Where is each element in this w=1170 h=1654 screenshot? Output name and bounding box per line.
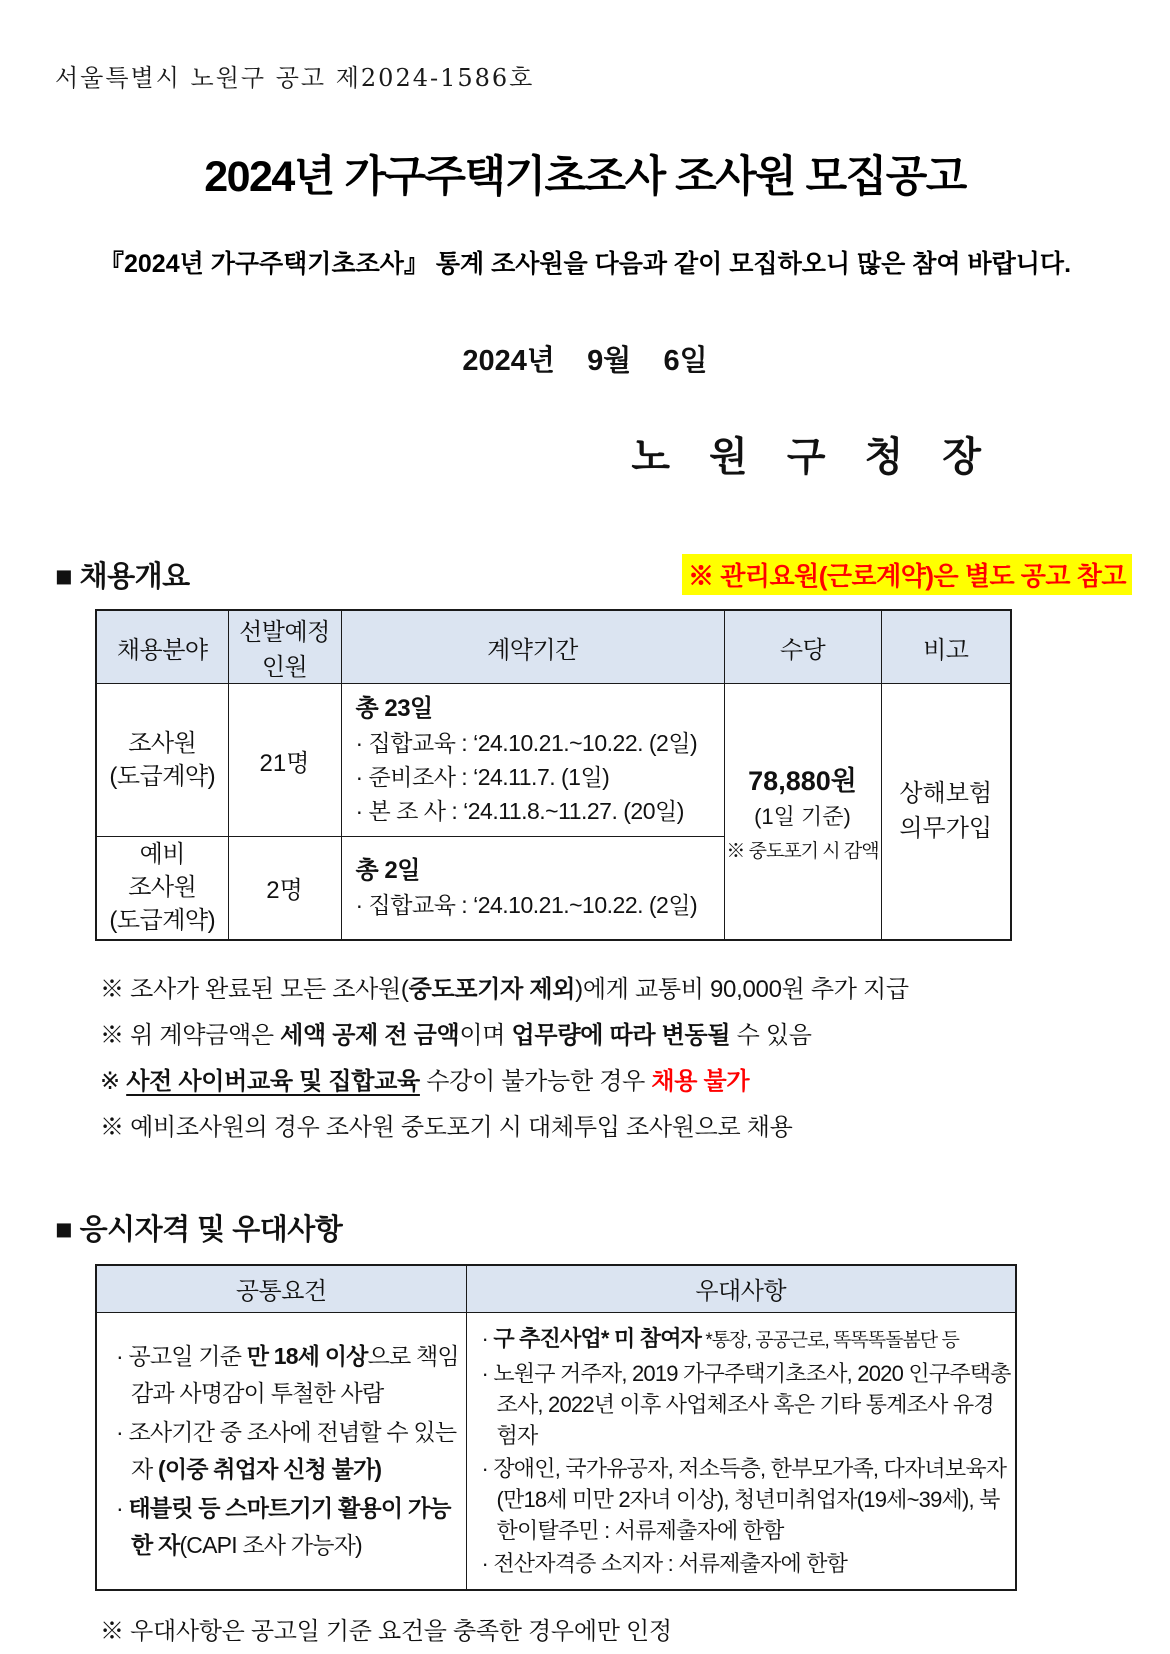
col-header-preference: 우대사항 <box>466 1265 1016 1313</box>
period-item: · 집합교육 : ‘24.10.21.~10.22. (2일) <box>355 891 698 918</box>
text-run: (도급계약) <box>109 907 216 935</box>
col-header-category: 채용분야 <box>96 610 228 684</box>
qualification-body-row <box>96 1312 1016 1590</box>
pay-amount: 78,880원 <box>748 766 857 797</box>
text-run-bold: (이중 취업자 신청 불가) <box>158 1455 382 1482</box>
text-run: · <box>481 1325 494 1351</box>
text-run: 조사원 <box>128 874 197 902</box>
text-run: ※ <box>100 1067 127 1095</box>
remark-cell <box>881 684 1011 940</box>
section-heading-recruitment: ■ 채용개요 <box>55 561 190 593</box>
note-reserve-replacement <box>100 1105 1110 1151</box>
pay-cell <box>724 684 881 940</box>
category-cell <box>96 837 228 940</box>
text-run: 수 있음 <box>730 1021 812 1049</box>
period-cell <box>341 684 724 837</box>
text-run: ※ 예비조사원의 경우 조사원 중도포기 시 대체투입 조사원으로 채용 <box>100 1113 793 1141</box>
pay-basis: (1일 기준) <box>754 804 851 830</box>
note-transport-allowance <box>100 967 1110 1013</box>
qualification-table <box>95 1264 1017 1591</box>
preference-item-district-program <box>475 1323 1012 1356</box>
text-run: 상해보험 <box>899 780 993 808</box>
text-run: · 전산자격증 소지자 : 서류제출자에 한함 <box>481 1550 848 1576</box>
notice-number: 서울특별시 노원구 공고 제2024-1586호 <box>55 64 535 92</box>
text-run-bold: 중도포기자 제외 <box>408 975 576 1003</box>
col-header-period: 계약기간 <box>341 610 724 684</box>
text-run: ※ 조사가 완료된 모든 조사원( <box>100 975 409 1003</box>
period-item: · 집합교육 : ‘24.10.21.~10.22. (2일) <box>355 730 698 756</box>
pay-deduction-note: ※ 중도포기 시 감액 <box>726 841 879 863</box>
common-item-commitment <box>109 1414 460 1488</box>
text-run-bold: 업무량에 따라 변동될 <box>511 1021 731 1049</box>
note-education-required <box>100 1059 1110 1105</box>
common-item-device <box>109 1490 460 1564</box>
qualification-table-header-row <box>96 1265 1016 1313</box>
qualification-bottom-note: ※ 우대사항은 공고일 기준 요건을 충족한 경우에만 인정 <box>100 1617 672 1645</box>
text-run: · 노원구 거주자, 2019 가구주택기초조사, 2020 인구주택총조사, 2022년 이후 사업체조사 혹은 기타 통계조사 유경험자 <box>481 1360 1011 1448</box>
text-run: (CAPI 조사 가능자) <box>179 1531 362 1558</box>
col-header-remark: 비고 <box>881 610 1011 684</box>
text-run-red: 채용 불가 <box>651 1067 750 1095</box>
col-header-count: 선발예정인원 <box>228 610 341 684</box>
preference-item-priority-groups <box>475 1453 1012 1546</box>
text-run-bold: 만 18세 이상 <box>246 1342 368 1369</box>
text-run: (도급계약) <box>109 763 216 790</box>
subtitle: 『2024년 가구주택기초조사』 통계 조사원을 다음과 같이 모집하오니 많은 참여 바랍니다. <box>98 250 1072 278</box>
text-run: · 조사기간 중 조사에 전념할 수 있는 자 <box>116 1418 457 1482</box>
text-run: 예비 <box>139 841 185 869</box>
col-header-common: 공통요건 <box>96 1265 466 1313</box>
text-run: 이며 <box>459 1021 512 1049</box>
text-run: · 장애인, 국가유공자, 저소득층, 한부모가족, 다자녀보육자(만18세 미만 2자녀 이상), 청년미취업자(19세~39세), 북한이탈주민 : 서류제출자에 한함 <box>481 1455 1007 1543</box>
period-total: 총 23일 <box>355 695 433 722</box>
recruitment-table <box>95 609 1012 941</box>
count-cell: 2명 <box>228 837 341 940</box>
period-item: · 본 조 사 : ‘24.11.8.~11.27. (20일) <box>355 798 684 824</box>
section-heading-qualification: ■ 응시자격 및 우대사항 <box>55 1213 343 1246</box>
text-run: 의무가입 <box>899 815 993 843</box>
text-run: 으로 책임감과 사명감이 투철한 사람 <box>131 1342 459 1406</box>
announcement-date: 2024년 9월 6일 <box>462 345 708 377</box>
period-total: 총 2일 <box>355 856 420 884</box>
preference-item-experience <box>475 1358 1012 1451</box>
management-staff-highlight-note: ※ 관리요원(근로계약)은 별도 공고 참고 <box>682 554 1132 595</box>
preference-item-certificate <box>475 1548 1012 1579</box>
recruitment-table-header-row <box>96 610 1011 684</box>
text-run-small: *통장, 공공근로, 똑똑똑돌봄단 등 <box>701 1329 959 1351</box>
text-run: 수강이 불가능한 경우 <box>419 1067 652 1095</box>
page-title: 2024년 가구주택기초조사 조사원 모집공고 <box>204 153 966 201</box>
period-cell <box>341 837 724 940</box>
issuer-signature: 노 원 구 청 장 <box>631 435 995 479</box>
text-run: ※ 위 계약금액은 <box>100 1021 281 1049</box>
count-cell: 21명 <box>228 684 341 837</box>
text-run: · <box>116 1494 129 1521</box>
common-item-age <box>109 1338 460 1412</box>
text-run: · 공고일 기준 <box>116 1342 247 1369</box>
text-run-underline: 사전 사이버교육 및 집합교육 <box>126 1067 420 1095</box>
text-run-bold: 구 추진사업* 미 참여자 <box>493 1325 702 1351</box>
surveyor-row <box>96 684 1011 837</box>
col-header-pay: 수당 <box>724 610 881 684</box>
recruitment-section-header <box>55 554 1132 595</box>
period-item: · 준비조사 : ‘24.11.7. (1일) <box>355 764 610 790</box>
text-run: )에게 교통비 90,000원 추가 지급 <box>575 975 909 1003</box>
preference-cell <box>466 1312 1016 1590</box>
common-requirements-cell <box>96 1312 466 1590</box>
category-cell <box>96 684 228 837</box>
recruitment-notes <box>100 967 1110 1151</box>
text-run: 조사원 <box>128 730 197 757</box>
text-run-bold: 세액 공제 전 금액 <box>280 1021 460 1049</box>
text-run-bold: 태블릿 등 스마트기기 활용이 가능한 자 <box>128 1494 451 1558</box>
note-tax-amount <box>100 1013 1110 1059</box>
